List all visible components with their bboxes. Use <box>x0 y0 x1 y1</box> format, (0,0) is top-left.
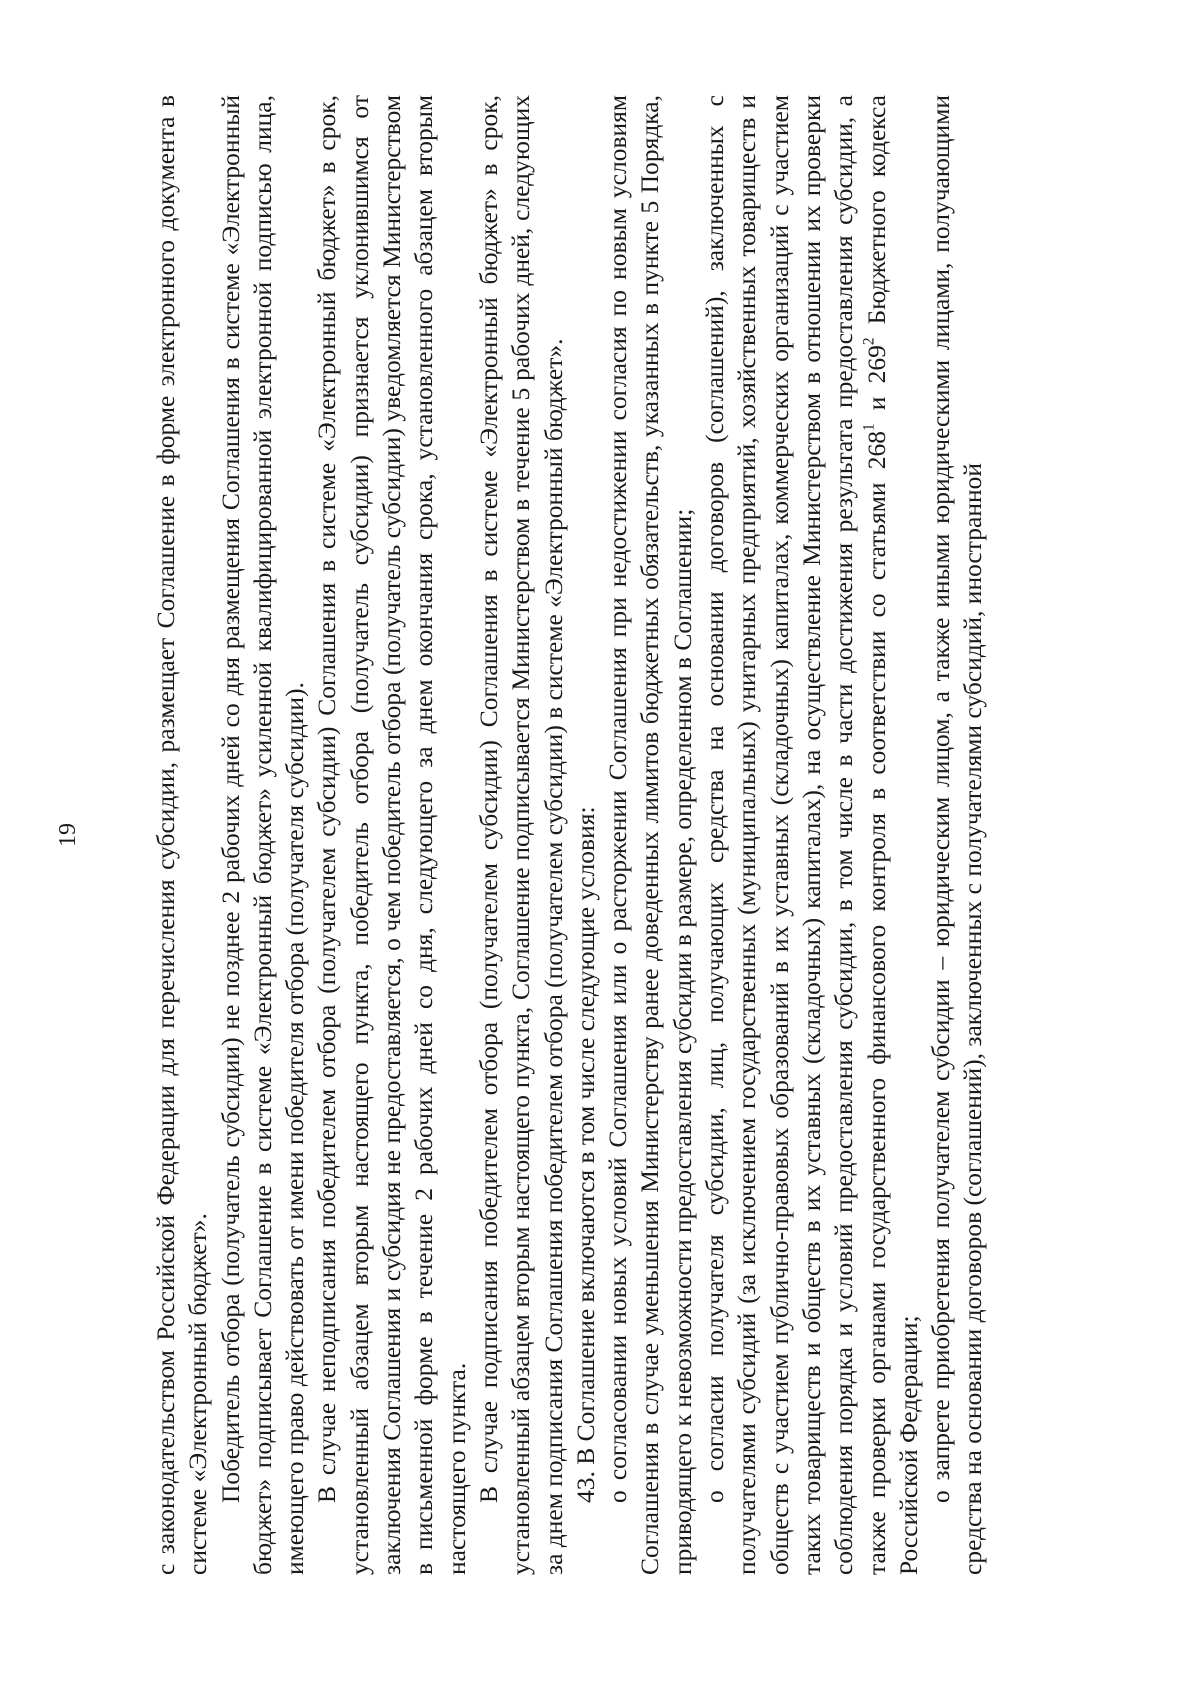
paragraph-consent-checks <box>699 95 925 1575</box>
consent-text-part2: и 269 <box>861 345 891 424</box>
paragraph-non-signing: В случае неподписания победителем отбора (получателем субсидии) Соглашения в системе «Электронный бюджет» в срок, установленный абзацем вторым настоящего пункта, победитель отбора (получатель субсидии) признается уклонившимся от заключения Соглашения и субсидия не предоставляется, о чем победитель отбора (получатель субсидии) уведомляется Министерством в письменной форме в течение 2 рабочих дней со дня, следующего за днем окончания срока, установленного абзацем вторым настоящего пункта. <box>312 95 471 1575</box>
paragraph-signing-deadline: Победитель отбора (получатель субсидии) не позднее 2 рабочих дней со дня размещения Соглашения в системе «Электронный бюджет» подписывает Соглашение в системе «Электронный бюджет» усиленной квалифицированной электронной подписью лица, имеющего право действовать от имени победителя отбора (получателя субсидии). <box>215 95 310 1575</box>
paragraph-signing: В случае подписания победителем отбора (получателем субсидии) Соглашения в системе «Электронный бюджет» в срок, установленный абзацем вторым настоящего пункта, Соглашение подписывается Министерством в течение 5 рабочих дней, следующих за днем подписания Соглашения победителем отбора (получателем субсидии) в системе «Электронный бюджет». <box>473 95 568 1575</box>
consent-text-part3: Бюджетного кодекса Российской Федерации; <box>861 95 923 1575</box>
rotated-document-sheet <box>55 95 1050 1575</box>
superscript-2: 2 <box>860 337 878 346</box>
paragraph-new-conditions: о согласовании новых условий Соглашения или о расторжении Соглашения при недостижении согласия по новым условиям Соглашения в случае уменьшения Министерству ранее доведенных лимитов бюджетных обязательств, указанных в пункте 5 Порядка, приводящего к невозможности предоставления субсидии в размере, определенном в Соглашении; <box>603 95 697 1575</box>
page-number: 19 <box>55 823 81 847</box>
paragraph-section-43: 43. В Соглашение включаются в том числе следующие условия: <box>570 806 600 1503</box>
consent-text-part1: о согласии получателя субсидии, лиц, получающих средства на основании договоров (соглашений), заключенных с получателями субсидий (за исключением государственных (муниципальных) унитарных предприятий, хозяйственных товариществ и обществ с участием публично-правовых образований в их уставных (складочных) капиталах, коммерческих организаций с участием таких товариществ и обществ в их уставных (складочных) капиталах), на осуществление Министерством в отношении их проверки соблюдения порядка и условий предоставления субсидии, в том числе в части достижения результата предоставления субсидии, а также проверки органами государственного финансового контроля в соответствии со статьями 268 <box>700 95 891 1575</box>
paragraph-continuation: с законодательством Российской Федерации для перечисления субсидии, размещает Соглашение в форме электронного документа в системе «Электронный бюджет». <box>151 95 213 1575</box>
superscript-1: 1 <box>860 423 878 432</box>
paragraph-purchase-ban: о запрете приобретения получателем субсидии – юридическим лицом, а также иными юридическими лицами, получающими средства на основании договоров (соглашений), заключенных с получателями субсидий, иностранной <box>926 95 988 1575</box>
